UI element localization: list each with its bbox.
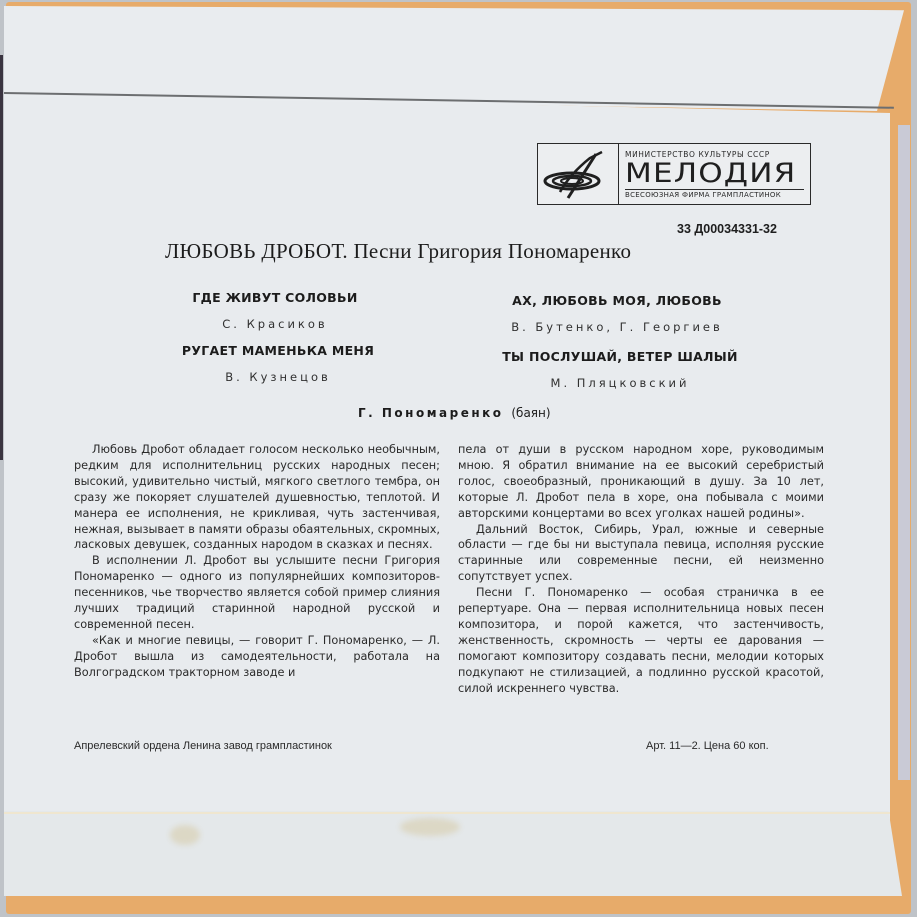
- track-title: АХ, ЛЮБОВЬ МОЯ, ЛЮБОВЬ: [512, 293, 722, 308]
- track-title: ТЫ ПОСЛУШАЙ, ВЕТЕР ШАЛЫЙ: [502, 349, 738, 364]
- liner-paragraph: Песни Г. Пономаренко — особая страничка в ее репертуаре. Она — первая исполнительница новых песен композитора, и порой кажется, что застенчивость, женственность, скромность — черты ее дарования — помогают композитору создавать песни, мелодии которых подкупают не стилизацией, а подлинно русской красотой, силой искреннего чувства.: [458, 586, 824, 695]
- track-lyricist: М. Пляцковский: [550, 376, 690, 390]
- liner-paragraph: пела от души в русском народном хоре, руководимым мною. Я обратил внимание на ее высокий серебристый голос, своеобразный, проникающий в душу. За 10 лет, которые Л. Дробот пела в хоре, она побывала с моими авторскими концертами во всех уголках нашей родины».: [458, 443, 824, 520]
- paper-stain: [400, 818, 460, 836]
- liner-notes-left-column: [74, 442, 440, 681]
- sleeve-side-strip: [898, 125, 910, 780]
- paper-stain: [170, 825, 200, 845]
- track-item: [180, 290, 370, 331]
- album-artist: ЛЮБОВЬ ДРОБОТ.: [165, 239, 348, 263]
- track-item: [178, 343, 378, 384]
- logo-brand-text: МЕЛОДИЯ: [625, 157, 797, 189]
- track-lyricist: В. Кузнецов: [225, 370, 331, 384]
- background-shadow: [0, 55, 3, 460]
- track-lyricist: С. Красиков: [222, 317, 328, 331]
- track-lyricist: В. Бутенко, Г. Георгиев: [511, 320, 723, 334]
- album-subtitle: Песни Григория Пономаренко: [353, 239, 632, 263]
- price-text: Арт. 11—2. Цена 60 коп.: [646, 740, 769, 752]
- track-item: [502, 293, 732, 334]
- accompanist-instrument: (баян): [511, 406, 551, 420]
- track-title: РУГАЕТ МАМЕНЬКА МЕНЯ: [181, 343, 375, 358]
- liner-paragraph: «Как и многие певицы, — говорит Г. Пономаренко, — Л. Дробот вышла из самодеятельности, работала на Волгоградском тракторном заводе и: [74, 633, 440, 679]
- logo-firm-text: ВСЕСОЮЗНАЯ ФИРМА ГРАМПЛАСТИНОК: [625, 189, 804, 199]
- liner-notes-right-column: [458, 442, 824, 697]
- liner-paragraph: Любовь Дробот обладает голосом несколько необычным, редким для исполнительниц русских народных песен; высокий, удивительно чистый, мягкого светлого тембра, он сразу же покоряет слушателей душевностью, теплотой. И манера ее исполнения, не крикливая, чуть застенчивая, нежная, вызывает в памяти образы обаятельных, скромных, ласковых девушек, созданных народом в сказках и песнях.: [74, 443, 440, 552]
- bottom-flap-fold-line: [4, 812, 890, 814]
- accompanist-credit: [358, 406, 551, 420]
- accompanist-name: Г. Пономаренко: [358, 406, 504, 420]
- logo-ministry-text: МИНИСТЕРСТВО КУЛЬТУРЫ СССР: [625, 149, 770, 159]
- melodiya-logo: [537, 143, 811, 205]
- melodiya-record-logo-icon: [538, 144, 619, 204]
- liner-paragraph: Дальний Восток, Сибирь, Урал, южные и северные области — где бы ни выступала певица, исполняя русские старинные или современные песни, ей неизменно сопутствует успех.: [458, 522, 824, 584]
- track-item: [500, 349, 740, 390]
- manufacturer-text: Апрелевский ордена Ленина завод грампластинок: [74, 740, 332, 752]
- liner-paragraph: В исполнении Л. Дробот вы услышите песни Григория Пономаренко — одного из популярнейших композиторов-песенников, чье творчество является собой пример слияния лучших традиций старинной народной русской и современной песен.: [74, 554, 440, 631]
- catalog-number: 33 Д00034331-32: [677, 222, 777, 236]
- album-title: [165, 239, 745, 264]
- track-title: ГДЕ ЖИВУТ СОЛОВЬИ: [192, 290, 358, 305]
